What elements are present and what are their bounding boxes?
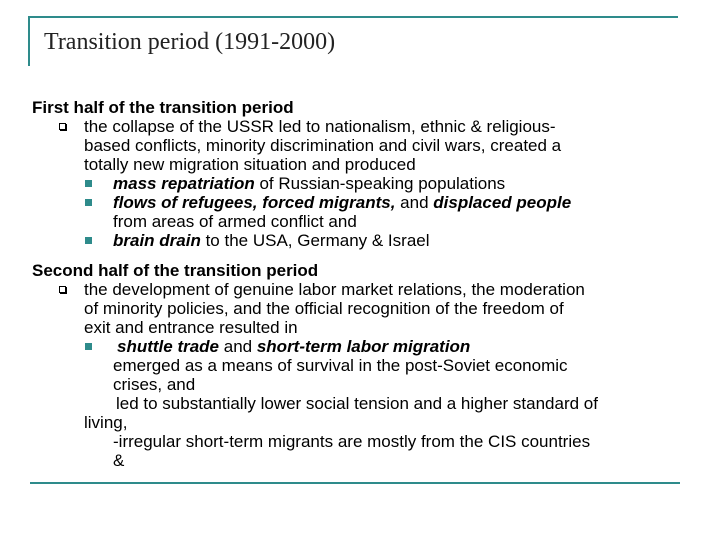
footer-divider-line [30,482,680,484]
text-line: of minority policies, and the official recognition of the freedom of [84,299,564,318]
square-bullet-icon [85,180,92,187]
list-item-mass-repatriation: mass repatriation of Russian-speaking populations [32,174,692,193]
text-line: the development of genuine labor market relations, the moderation [84,280,585,299]
irregular-migrants-line: -irregular short-term migrants are mostly from the CIS countries [113,432,591,451]
text-line: exit and entrance resulted in [84,318,298,337]
title-frame-left-line [28,16,30,66]
square-bullet-icon [85,343,92,350]
second-half-point [32,280,692,337]
text-line: totally new migration situation and produced [84,155,416,174]
slide-title: Transition period (1991-2000) [44,29,336,55]
second-half-heading: Second half of the transition period [32,261,319,280]
text-line: based conflicts, minority discrimination and civil wars, created a [84,136,562,155]
list-item-shuttle-trade: shuttle trade and short-term labor migration [32,337,692,356]
list-item-refugee-flows: flows of refugees, forced migrants, and displaced people from areas of armed conflict and [32,193,692,231]
list-item-brain-drain: brain drain to the USA, Germany & Israel [32,231,692,250]
title-frame-top-line [28,16,678,18]
first-half-point [32,117,692,174]
continuation-line: crises, and [113,375,196,394]
continuation-line: emerged as a means of survival in the post-Soviet economic [113,356,568,375]
square-bullet-icon [85,199,92,206]
continuation-line: living, [84,413,128,432]
square-bullet-icon [85,237,92,244]
continuation-line: led to substantially lower social tension and a higher standard of [116,394,598,413]
irregular-migrants-line: & [113,451,125,470]
square-outline-bullet-icon [59,123,66,130]
square-outline-bullet-icon [59,286,66,293]
first-half-heading: First half of the transition period [32,98,294,117]
text-line: the collapse of the USSR led to nationalism, ethnic & religious- [84,117,556,136]
slide-content [32,98,692,470]
